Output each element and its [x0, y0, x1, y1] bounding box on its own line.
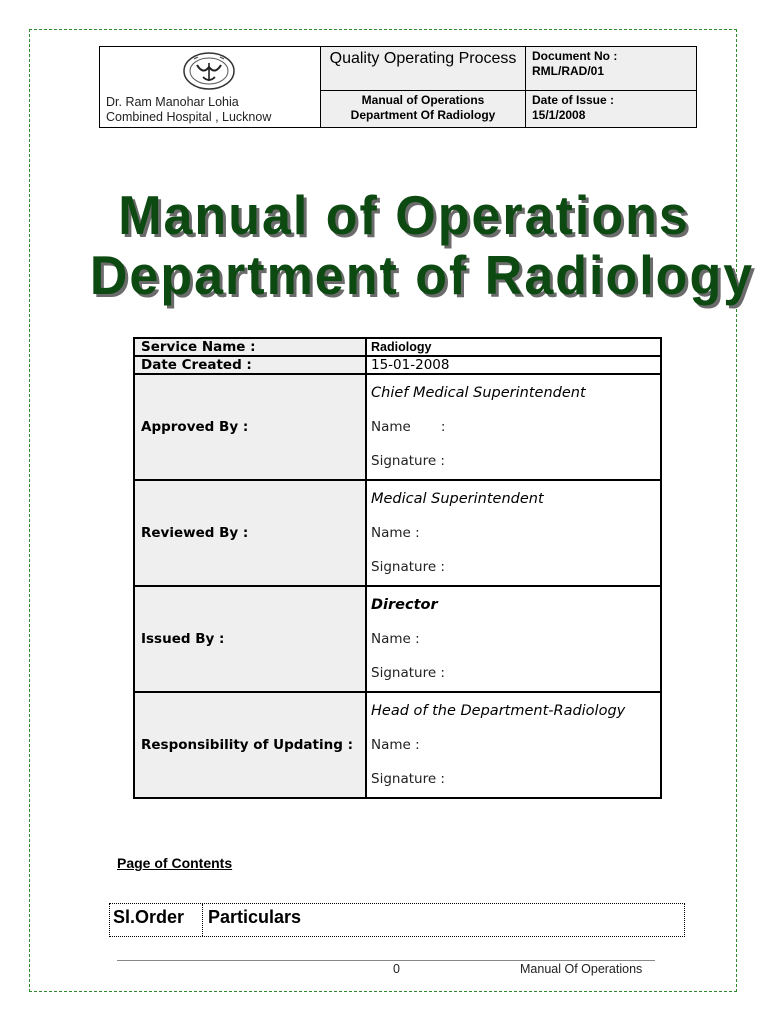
manual-subtitle-line1: Manual of Operations — [361, 93, 485, 107]
main-title-line1: Manual of Operations — [118, 185, 690, 247]
hospital-name-line1: Dr. Ram Manohar Lohia — [106, 95, 239, 109]
document-number-value: RML/RAD/01 — [532, 64, 605, 78]
document-header — [99, 46, 697, 128]
approved-by-label: Approved By : — [134, 374, 366, 480]
approver-name-field: Name : — [371, 419, 446, 435]
issuer-signature-field: Signature : — [371, 665, 445, 681]
issued-by-value — [366, 586, 661, 692]
footer-text: Manual Of Operations — [520, 962, 643, 976]
table-row — [134, 480, 661, 586]
date-of-issue-value: 15/1/2008 — [532, 108, 586, 122]
updating-responsibility-label: Responsibility of Updating : — [134, 692, 366, 798]
table-row — [134, 338, 661, 356]
reviewer-signature-field: Signature : — [371, 559, 445, 575]
document-number — [526, 47, 696, 90]
approver-role: Chief Medical Superintendent — [371, 385, 586, 401]
date-created-label: Date Created : — [134, 356, 366, 374]
hospital-name-line2: Combined Hospital , Lucknow — [106, 110, 272, 124]
approval-table — [133, 337, 662, 799]
approver-signature-field: Signature : — [371, 453, 445, 469]
approved-by-value — [366, 374, 661, 480]
footer-rule — [117, 960, 655, 961]
manual-subtitle — [321, 91, 525, 127]
updater-signature-field: Signature : — [371, 771, 445, 787]
reviewed-by-label: Reviewed By : — [134, 480, 366, 586]
issuer-name-field: Name : — [371, 631, 420, 647]
issued-by-label: Issued By : — [134, 586, 366, 692]
table-row — [134, 692, 661, 798]
process-title: Quality Operating Process — [321, 47, 525, 90]
updater-name-field: Name : — [371, 737, 420, 753]
updater-role: Head of the Department-Radiology — [371, 703, 626, 719]
table-row — [134, 586, 661, 692]
hospital-name — [106, 95, 271, 125]
updating-responsibility-value — [366, 692, 661, 798]
hospital-block — [100, 47, 320, 127]
table-row — [134, 374, 661, 480]
service-name-label: Service Name : — [134, 338, 366, 356]
service-name-value: Radiology — [366, 338, 661, 356]
contents-col-order: Sl.Order — [110, 904, 203, 936]
reviewer-name-field: Name : — [371, 525, 420, 541]
date-created-value: 15-01-2008 — [366, 356, 661, 374]
issuer-role: Director — [371, 597, 438, 613]
contents-col-particulars: Particulars — [208, 907, 302, 927]
state-emblem-seal-icon — [182, 51, 236, 91]
date-of-issue-label: Date of Issue : — [532, 93, 615, 107]
manual-subtitle-line2: Department Of Radiology — [350, 108, 496, 122]
table-row — [134, 356, 661, 374]
date-of-issue — [526, 91, 696, 127]
contents-heading: Page of Contents — [117, 855, 233, 871]
footer-page-number: 0 — [393, 962, 400, 976]
reviewer-role: Medical Superintendent — [371, 491, 544, 507]
main-title-line2: Department of Radiology — [89, 245, 755, 307]
contents-table — [109, 903, 685, 937]
reviewed-by-value — [366, 480, 661, 586]
document-number-label: Document No : — [532, 49, 618, 63]
